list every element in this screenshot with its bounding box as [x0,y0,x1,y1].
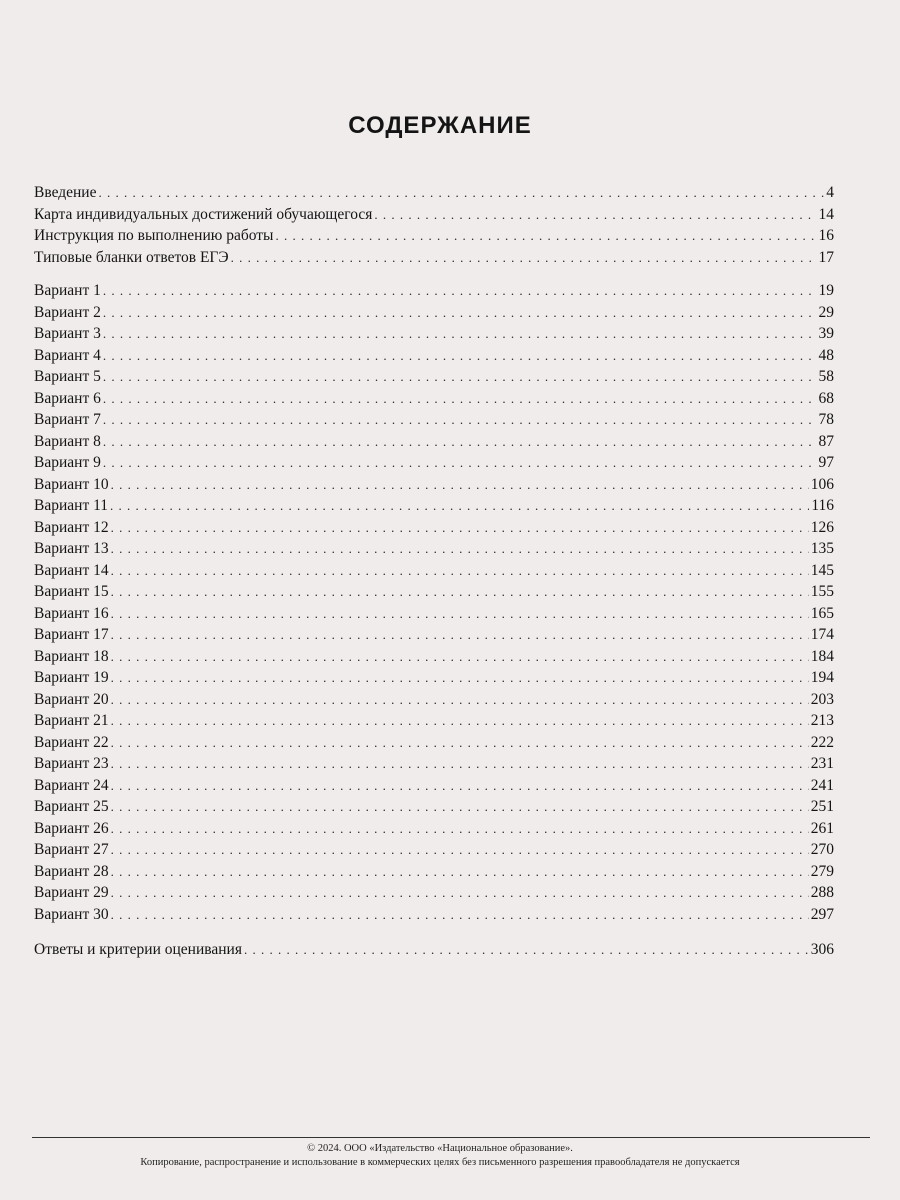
toc-entry-answers[interactable] [34,939,834,961]
dot-leader [374,204,816,226]
dot-leader [111,624,809,646]
toc-entry-page: 19 [818,282,834,299]
toc-entry-page: 17 [818,248,834,266]
toc-entry-page: 16 [818,227,834,244]
toc-entry-page: 194 [810,669,834,686]
footer [0,1142,880,1170]
toc-entry-label: Вариант 1 [34,282,101,299]
toc-entry-label: Вариант 9 [34,454,101,471]
toc-entry-label: Вариант 20 [34,690,109,708]
toc-entry[interactable] [34,581,834,603]
toc-entry-label: Вариант 21 [34,712,109,729]
dot-leader [111,775,809,797]
dot-leader [103,431,817,453]
toc-entry-page: 39 [818,325,834,342]
toc-entry-label: Вариант 3 [34,325,101,342]
toc-entry-label: Вариант 15 [34,583,109,600]
toc-entry-label: Вариант 12 [34,518,109,536]
toc-entry-page: 288 [810,884,834,901]
dot-leader [111,689,809,711]
toc-entry[interactable] [34,409,834,431]
toc-entry-label: Вариант 10 [34,475,109,493]
dot-leader [103,323,817,345]
toc-entry-page: 126 [810,518,834,536]
toc-entry-label: Вариант 14 [34,561,109,579]
toc-entry[interactable] [34,474,834,496]
dot-leader [231,247,817,269]
toc-entry-label: Вариант 7 [34,411,101,428]
dot-leader [111,667,809,689]
toc-entry[interactable] [34,204,834,226]
dot-leader [111,646,809,668]
toc-entry[interactable] [34,753,834,775]
toc-entry[interactable] [34,247,834,269]
toc-entry[interactable] [34,225,834,247]
toc-entry[interactable] [34,624,834,646]
toc-entry-page: 174 [810,626,834,643]
toc-entry-page: 184 [810,647,834,665]
dot-leader [103,409,817,431]
toc-entry-page: 78 [818,411,834,428]
toc-entry-page: 213 [810,712,834,729]
toc-entry[interactable] [34,560,834,582]
toc-entry[interactable] [34,689,834,711]
dot-leader [111,581,809,603]
dot-leader [111,732,809,754]
toc-entry-label: Вариант 17 [34,626,109,643]
toc-entry-page: 87 [818,432,834,450]
dot-leader [111,603,809,625]
toc-entry-page: 97 [818,454,834,471]
dot-leader [103,388,817,410]
toc-entry-page: 48 [818,346,834,364]
toc-entry-page: 135 [810,540,834,557]
toc-entry-label: Карта индивидуальных достижений обучающегося [34,205,373,223]
dot-leader [111,710,809,732]
toc-entry-label: Вариант 2 [34,303,101,321]
toc-entry[interactable] [34,710,834,732]
toc-entry-label: Вариант 22 [34,733,109,751]
toc-entry-page: 279 [810,862,834,880]
toc-entry-label: Введение [34,184,97,201]
dot-leader [111,796,809,818]
toc-entry[interactable] [34,904,834,926]
dot-leader [103,280,817,302]
footer-copyright: © 2024. ООО «Издательство «Национальное образование». [307,1143,573,1154]
toc-entry-page: 241 [810,776,834,794]
toc-entry[interactable] [34,323,834,345]
toc-entry-label: Вариант 23 [34,755,109,772]
dot-leader [103,366,817,388]
dot-leader [111,904,809,926]
toc-entry-label: Вариант 27 [34,841,109,858]
dot-leader [103,452,817,474]
toc-entry-label: Вариант 25 [34,798,109,815]
toc-entry-page: 203 [810,690,834,708]
toc-entry[interactable] [34,280,834,302]
toc-entry[interactable] [34,603,834,625]
toc-entry-page: 306 [810,941,834,958]
toc-entry-page: 14 [818,205,834,223]
toc-entry-label: Инструкция по выполнению работы [34,227,274,244]
toc-entry[interactable] [34,796,834,818]
toc-entry-label: Вариант 13 [34,540,109,557]
toc-entry-page: 297 [810,905,834,923]
dot-leader [111,882,809,904]
dot-leader [111,560,809,582]
toc-entry-label: Вариант 29 [34,884,109,901]
toc-entry-label: Вариант 4 [34,346,101,364]
dot-leader [110,495,809,517]
dot-leader [111,474,809,496]
toc-entry-page: 261 [810,819,834,837]
toc-entry-label: Вариант 5 [34,368,101,385]
toc-entry[interactable] [34,538,834,560]
toc-entry[interactable] [34,517,834,539]
toc-entry-page: 58 [818,368,834,385]
toc-entry-page: 106 [810,475,834,493]
toc-entry-page: 145 [810,561,834,579]
toc-entry-page: 222 [810,733,834,751]
footer-divider [32,1137,870,1138]
toc-entry-label: Вариант 11 [34,497,109,514]
toc-entry[interactable] [34,452,834,474]
variant-entries [34,280,834,925]
page-title: СОДЕРЖАНИЕ [348,112,532,139]
toc-entry-label: Вариант 28 [34,862,109,880]
dot-leader [244,939,809,961]
toc-entry[interactable] [34,667,834,689]
toc-entry-label: Вариант 6 [34,389,101,407]
toc-entry-label: Вариант 8 [34,432,101,450]
toc-entry-page: 270 [810,841,834,858]
dot-leader [111,753,809,775]
toc-entry-label: Вариант 18 [34,647,109,665]
toc-entry[interactable] [34,302,834,324]
toc-entry[interactable] [34,495,834,517]
dot-leader [111,861,809,883]
toc-entry-page: 29 [818,303,834,321]
table-of-contents [34,182,834,961]
dot-leader [111,839,809,861]
toc-entry[interactable] [34,861,834,883]
toc-entry-page: 116 [811,497,834,514]
toc-entry[interactable] [34,388,834,410]
toc-entry-label: Ответы и критерии оценивания [34,941,242,958]
toc-entry-page: 68 [818,389,834,407]
footer-notice: Копирование, распространение и использование в коммерческих целях без письменного разрешения правообладателя не допускается [140,1157,740,1168]
dot-leader [275,225,816,247]
toc-entry-label: Вариант 19 [34,669,109,686]
toc-entry[interactable] [34,818,834,840]
toc-entry[interactable] [34,775,834,797]
toc-entry[interactable] [34,431,834,453]
toc-entry-page: 155 [810,583,834,600]
toc-entry[interactable] [34,882,834,904]
dot-leader [111,818,809,840]
toc-entry-label: Вариант 30 [34,905,109,923]
toc-entry[interactable] [34,839,834,861]
toc-entry-label: Вариант 16 [34,604,109,622]
dot-leader [103,345,817,367]
toc-entry-page: 165 [810,604,834,622]
toc-entry-page: 4 [826,184,834,201]
toc-entry-label: Типовые бланки ответов ЕГЭ [34,248,229,266]
toc-entry[interactable] [34,732,834,754]
dot-leader [111,517,809,539]
toc-entry-page: 231 [810,755,834,772]
toc-entry-label: Вариант 26 [34,819,109,837]
dot-leader [98,182,824,204]
dot-leader [111,538,809,560]
toc-entry-page: 251 [810,798,834,815]
toc-entry[interactable] [34,345,834,367]
dot-leader [103,302,817,324]
toc-entry[interactable] [34,366,834,388]
intro-entries [34,182,834,268]
toc-entry[interactable] [34,646,834,668]
toc-entry[interactable] [34,182,834,204]
toc-entry-label: Вариант 24 [34,776,109,794]
